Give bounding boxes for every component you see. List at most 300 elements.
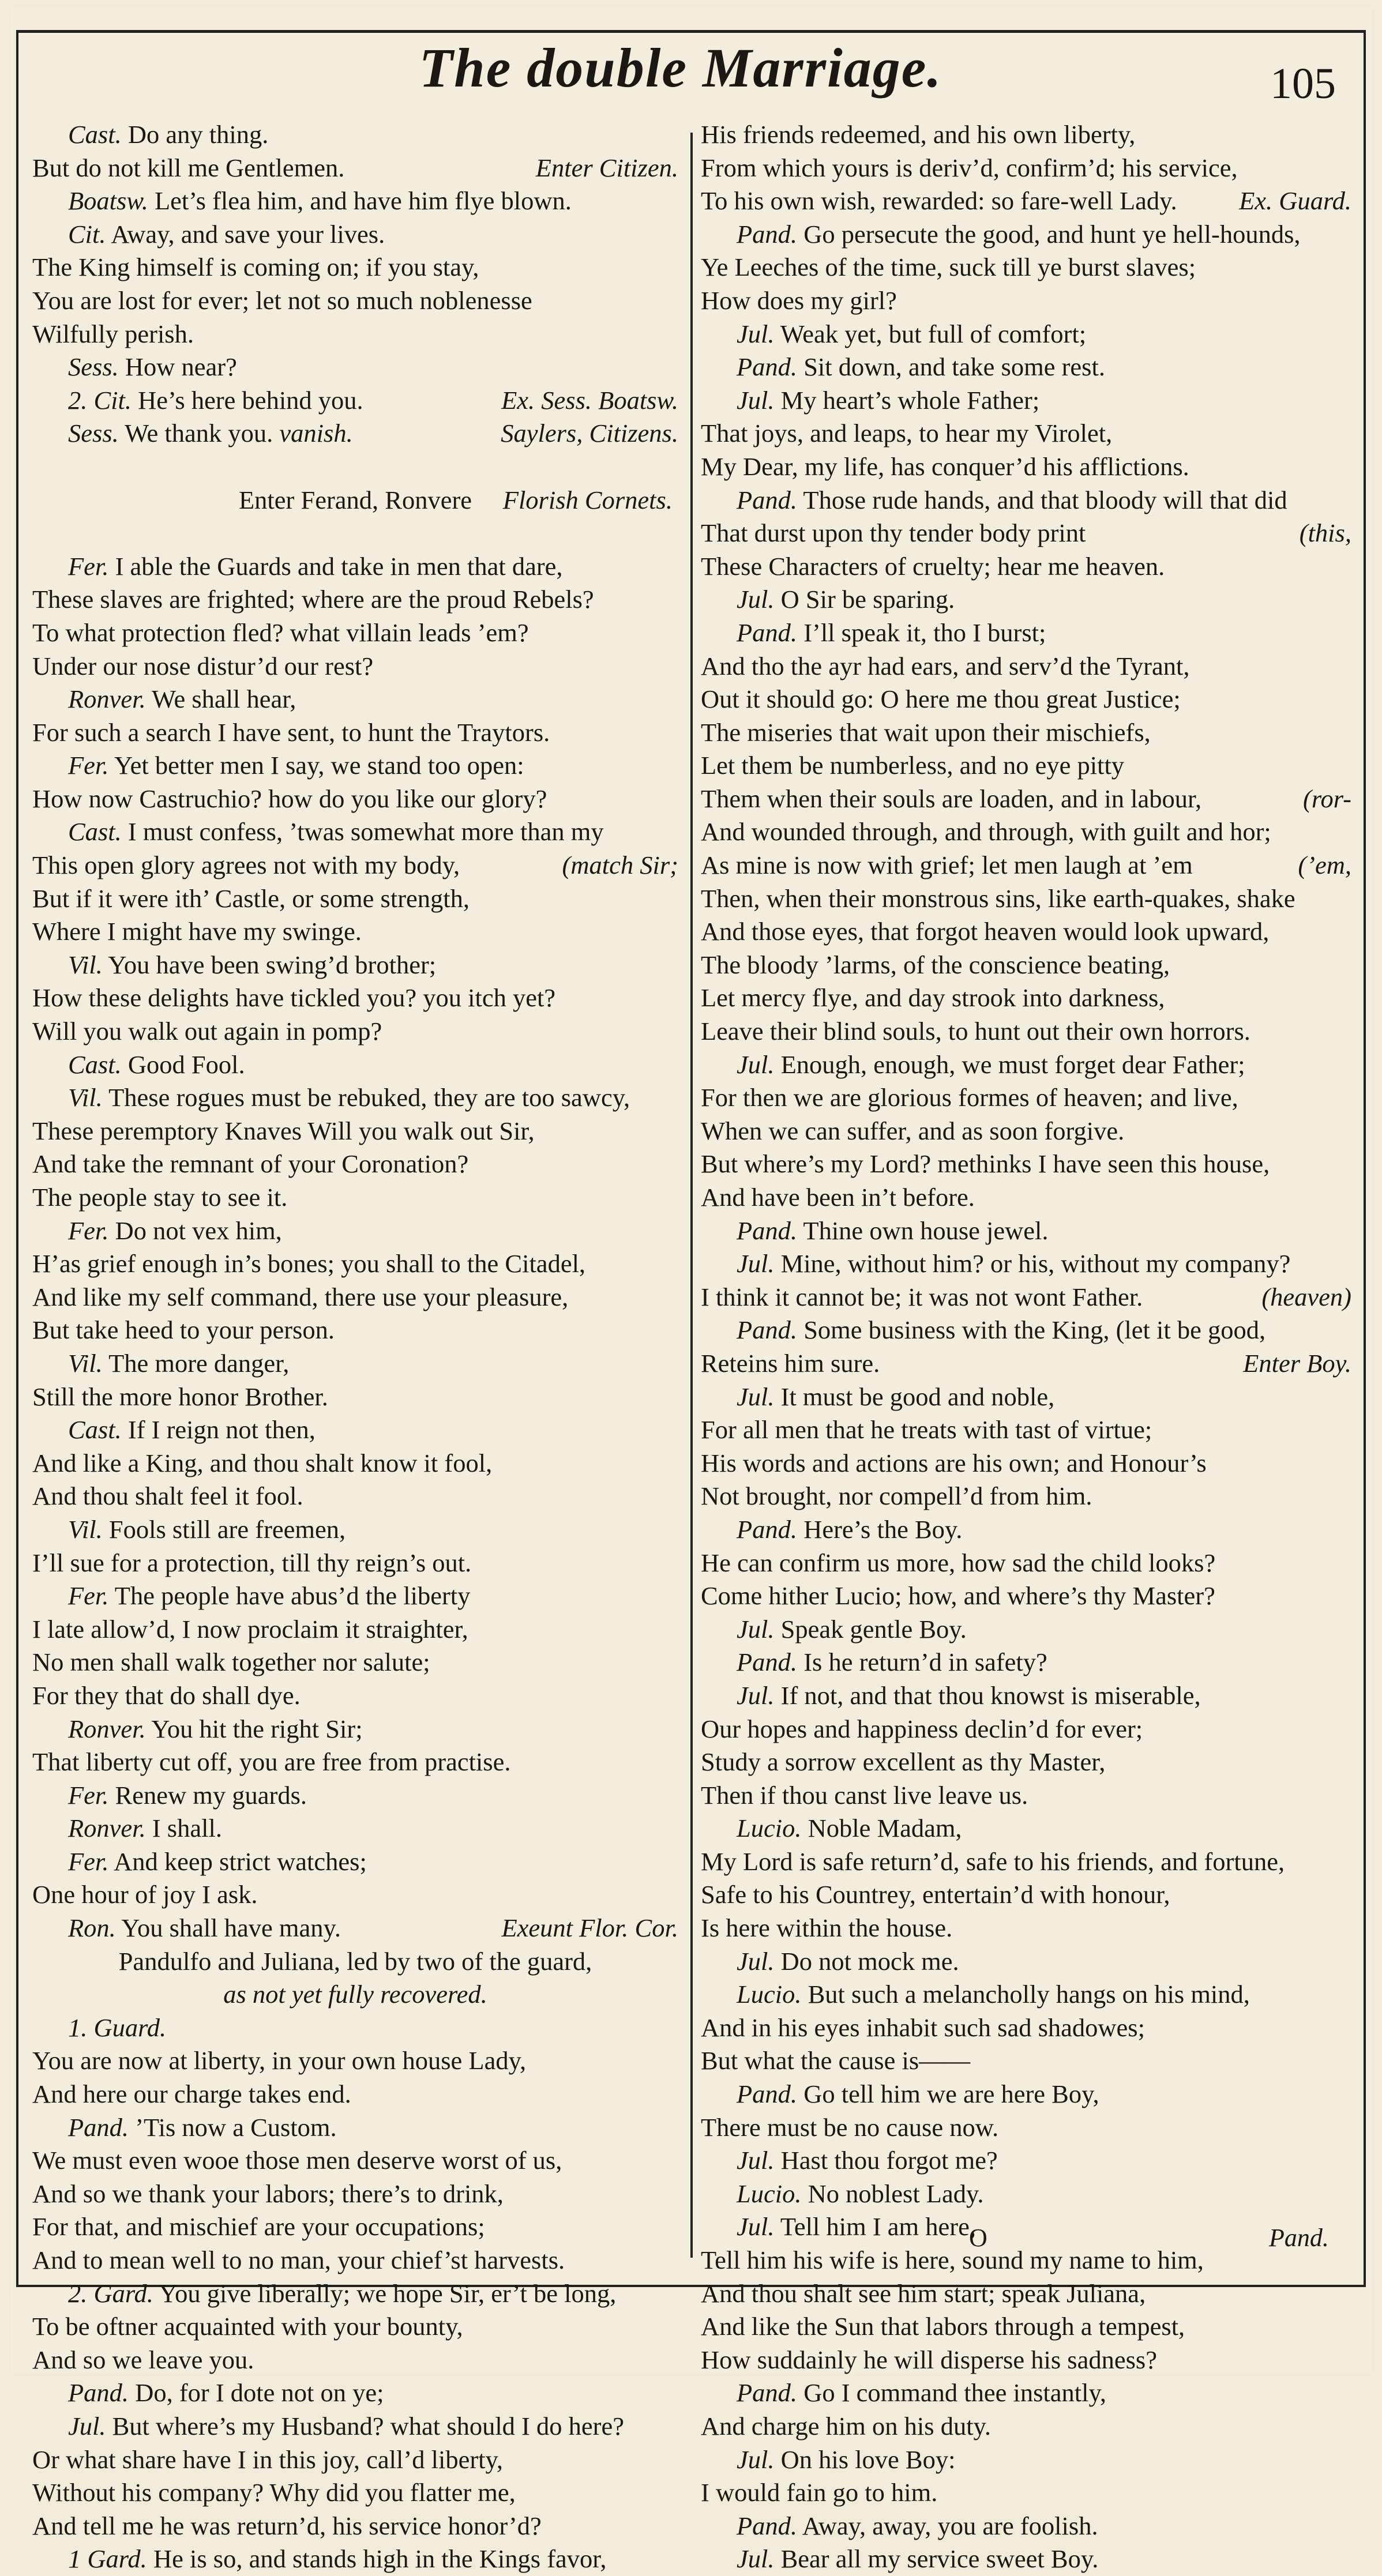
text-line [701,1912,1351,1945]
text-line [32,2310,678,2344]
text-line [701,1513,1351,1547]
verse-text: Them when their souls are loaden, and in labour, [701,784,1202,813]
verse-text: And like the Sun that labors through a tempest, [701,2312,1185,2341]
text-line [32,749,678,783]
text-line [701,616,1351,650]
verse-text: The King himself is coming on; if you stay, [32,253,479,282]
verse-text: You hit the right Sir; [151,1714,363,1743]
text-line [701,1580,1351,1613]
speaker-label: Jul. [737,319,775,348]
speaker-label: Jul. [737,1382,775,1411]
verse-text: These peremptory Knaves Will you walk out Sir, [32,1116,535,1145]
verse-text: But what the cause is—— [701,2046,971,2075]
text-line [701,1347,1351,1381]
verse-text: But if it were ith’ Castle, or some strength, [32,883,470,913]
speaker-label: Pand. [737,2511,798,2540]
text-line [701,484,1351,517]
text-line [32,1713,678,1746]
stage-direction: (’em, [1298,851,1351,880]
speaker-label: Jul. [737,1946,775,1976]
speaker-label: Lucio. [737,1980,802,2009]
verse-text: Tell him I am here, [780,2212,976,2242]
verse-text: Away, away, you are foolish. [802,2511,1098,2540]
text-line [701,1779,1351,1812]
text-line [32,650,678,683]
verse-text: You give liberally; we hope Sir, er’t be long, [159,2278,617,2308]
verse-text: Let’s flea him, and have him flye blown. [155,186,572,216]
running-head: The double Marriage. [419,37,942,99]
text-line [701,2011,1351,2045]
text-line [701,1812,1351,1845]
verse-text: And wounded through, and through, with guilt and hor; [701,817,1271,847]
text-line [701,251,1351,284]
verse-text: How these delights have tickled you? you itch yet? [32,983,556,1013]
verse-text: Do, for I dote not on ye; [135,2378,384,2408]
speaker-label: Vil. [68,950,103,979]
text-line [701,1115,1351,1148]
verse-text: I shall. [152,1814,222,1843]
text-line [32,1181,678,1214]
verse-text: When we can suffer, and as soon forgive. [701,1116,1125,1145]
verse-text: I’ll sue for a protection, till thy reign’s out. [32,1548,472,1577]
verse-text: I would fain go to him. [701,2478,938,2507]
speaker-label: Fer. [68,1847,109,1876]
text-line [701,2111,1351,2145]
text-line [701,1447,1351,1480]
speaker-label: Jul. [737,385,775,415]
text-line [32,2410,678,2443]
speaker-label: Ronver. [68,1814,146,1843]
text-line [32,1845,678,1879]
text-line [32,2244,678,2277]
stage-direction: Ex. Guard. [1239,186,1351,216]
text-line [701,1978,1351,2011]
text-line [32,2443,678,2477]
stage-direction: Saylers, Citizens. [501,419,678,448]
page-number: 105 [1270,59,1336,108]
verse-text: There must be no cause now. [701,2112,999,2142]
text-line [32,583,678,616]
verse-text: That durst upon thy tender body print [701,518,1086,548]
text-line [701,815,1351,849]
verse-text: Sit down, and take some rest. [803,352,1105,382]
text-line [32,683,678,716]
verse-text: His words and actions are his own; and Honour’s [701,1448,1207,1477]
verse-text: The people stay to see it. [32,1183,288,1212]
verse-text: But do not kill me Gentlemen. [32,153,345,182]
verse-text: And tho the ayr had ears, and serv’d the Tyrant, [701,651,1190,680]
stage-direction: Exeunt Flor. Cor. [501,1913,678,1943]
text-line [701,2144,1351,2178]
speaker-label: Cast. [68,817,122,847]
verse-text: And in his eyes inhabit such sad shadowes; [701,2013,1145,2042]
text-line [701,2376,1351,2410]
text-line [701,1679,1351,1713]
text-line [32,1015,678,1048]
text-line [701,650,1351,683]
text-line [701,915,1351,949]
text-line [32,1912,678,1945]
signature-mark: O [969,2224,987,2252]
verse-text: My Lord is safe return’d, safe to his friends, and fortune, [701,1847,1285,1876]
verse-text: Enough, enough, we must forget dear Father; [780,1050,1245,1079]
verse-text: Renew my guards. [115,1780,307,1810]
verse-text: And so we leave you. [32,2345,254,2374]
verse-text: These Characters of cruelty; hear me heaven. [701,551,1165,581]
verse-text: And tell me he was return’d, his service honor’d? [32,2511,542,2540]
text-line [701,1845,1351,1879]
text-line [701,1878,1351,1912]
verse-text: One hour of joy I ask. [32,1880,258,1909]
speaker-label: Pand. [737,352,798,382]
text-line [32,2178,678,2211]
speaker-label: 1. Guard. [68,2013,167,2042]
text-line [701,2210,1351,2244]
text-line [32,450,678,484]
verse-text: That liberty cut off, you are free from practise. [32,1747,511,1777]
left-rule [16,30,18,2285]
text-line [701,1148,1351,1181]
text-line [32,1413,678,1447]
speaker-label: Pand. [68,2378,129,2408]
verse-text: No men shall walk together nor salute; [32,1648,430,1677]
speaker-label: Ronver. [68,685,146,714]
verse-text: To his own wish, rewarded: so fare-well Lady. [701,186,1177,216]
speaker-label: Cast. [68,1415,122,1445]
verse-text: And charge him on his duty. [701,2411,992,2440]
verse-text: And to mean well to no man, your chief’st harvests. [32,2246,565,2274]
right-rule [1364,30,1366,2285]
top-rule [16,30,1366,33]
verse-text: Come hither Lucio; how, and where’s thy Master? [701,1581,1215,1611]
verse-text: Under our nose distur’d our rest? [32,651,374,680]
text-line [701,849,1351,882]
verse-text: Speak gentle Boy. [780,1614,967,1644]
verse-text: If not, and that thou knowst is miserable, [780,1680,1201,1710]
verse-text: The bloody ’larms, of the conscience beating, [701,950,1170,979]
verse-text: These slaves are frighted; where are the proud Rebels? [32,585,594,614]
text-line [32,2144,678,2178]
speaker-label: Cast. [68,120,122,149]
verse-text: Go tell him we are here Boy, [803,2079,1099,2109]
text-line [32,815,678,849]
verse-text: It must be good and noble, [780,1382,1055,1411]
speaker-label: Fer. [68,1581,109,1611]
text-line [701,2244,1351,2277]
verse-text: Or what share have I in this joy, call’d liberty, [32,2445,503,2474]
verse-text: Safe to his Countrey, entertain’d with honour, [701,1880,1170,1909]
speaker-label: Vil. [68,1348,103,1378]
text-line [701,783,1351,816]
text-line [32,882,678,916]
speaker-label: Jul. [737,2445,775,2474]
text-line [32,2210,678,2244]
text-line [32,218,678,251]
verse-text: If I reign not then, [127,1415,316,1445]
text-line [32,1347,678,1381]
verse-text: Is here within the house. [701,1913,953,1943]
stage-direction: (this, [1299,518,1351,548]
text-line [32,1878,678,1912]
verse-text: He can confirm us more, how sad the child looks? [701,1548,1216,1577]
verse-text: And here our charge takes end. [32,2079,351,2109]
text-line [701,118,1351,152]
text-line [701,2277,1351,2311]
text-line [32,1115,678,1148]
text-line [701,1214,1351,1248]
text-line [701,2344,1351,2377]
verse-text: I late allow’d, I now proclaim it straighter, [32,1614,468,1644]
text-line [701,749,1351,783]
verse-text: Not brought, nor compell’d from him. [701,1481,1092,1511]
verse-text: I able the Guards and take in men that dare, [115,551,563,581]
text-line [701,1613,1351,1646]
text-line [701,318,1351,351]
verse-text: The miseries that wait upon their mischiefs, [701,717,1151,747]
verse-text: To what protection fled? what villain leads ’em? [32,618,529,647]
text-line [701,1314,1351,1347]
stage-direction: Enter Boy. [1243,1348,1351,1378]
text-line [32,1547,678,1580]
text-line [701,882,1351,916]
text-line [701,2510,1351,2543]
text-line [32,1746,678,1779]
text-line [32,2344,678,2377]
text-line [32,118,678,152]
verse-text: H’as grief enough in’s bones; you shall to the Citadel, [32,1249,586,1278]
verse-text: I’ll speak it, tho I burst; [803,618,1046,647]
speaker-label: Jul. [737,1680,775,1710]
text-line [701,1480,1351,1513]
speaker-label: Cit. [68,219,106,249]
text-line [701,185,1351,218]
text-line [701,1746,1351,1779]
verse-text: O Sir be sparing. [780,585,955,614]
text-line [701,152,1351,185]
verse-text: For that, and mischief are your occupations; [32,2212,485,2242]
stage-entry: Pandulfo and Juliana, led by two of the guard, [118,1946,592,1976]
text-line [32,2476,678,2510]
verse-text: You shall have many. [121,1913,341,1943]
text-line [32,1613,678,1646]
verse-text: Yet better men I say, we stand too open: [114,751,524,780]
verse-text: Leave their blind souls, to hunt out their own horrors. [701,1017,1250,1046]
verse-text: Then if thou canst live leave us. [701,1780,1028,1810]
verse-text: You have been swing’d brother; [108,950,437,979]
verse-text: Go persecute the good, and hunt ye hell-hounds, [803,219,1301,249]
verse-text: How near? [125,352,237,382]
text-line [32,484,678,517]
text-line [32,915,678,949]
verse-text: Wilfully perish. [32,319,194,348]
verse-text: But where’s my Husband? what should I do here? [112,2411,624,2440]
verse-text: These rogues must be rebuked, they are too sawcy, [108,1083,630,1112]
speaker-label: Cast. [68,1050,122,1079]
verse-text: Then, when their monstrous sins, like earth-quakes, shake [701,883,1295,913]
verse-text: You are lost for ever; let not so much noblenesse [32,285,532,315]
speaker-label: Fer. [68,751,109,780]
speaker-label: Boatsw. [68,186,148,216]
verse-text: This open glory agrees not with my body, [32,851,460,880]
text-line [701,1048,1351,1082]
text-line [701,450,1351,484]
verse-text: We shall hear, [152,685,296,714]
text-line [32,284,678,318]
speaker-label: Pand. [737,2378,798,2408]
verse-text: ’Tis now a Custom. [135,2112,337,2142]
verse-text: How does my girl? [701,285,897,315]
stage-direction: (ror- [1303,784,1351,813]
text-line [32,1214,678,1248]
text-line [701,1646,1351,1679]
speaker-label: Vil. [68,1514,103,1544]
text-line [701,1247,1351,1281]
verse-text: Where I might have my swinge. [32,917,362,946]
verse-text: And thou shalt feel it fool. [32,1481,303,1511]
verse-text: Those rude hands, and that bloody will that did [803,485,1287,514]
text-line [32,2078,678,2111]
verse-text: Go I command thee instantly, [803,2378,1106,2408]
text-line [32,616,678,650]
speaker-label: Pand. [68,2112,129,2142]
verse-text: That joys, and leaps, to hear my Virolet, [701,419,1113,448]
text-line [32,716,678,750]
verse-text: Mine, without him? or his, without my company? [780,1249,1291,1278]
verse-text: Some business with the King, (let it be good, [803,1315,1266,1345]
verse-text: How suddainly he will disperse his sadness? [701,2345,1158,2374]
text-line [32,1679,678,1713]
speaker-label: Lucio. [737,1814,802,1843]
speaker-label: Pand. [737,1514,798,1544]
text-line [701,2476,1351,2510]
stage-entry: as not yet fully recovered. [223,1980,487,2009]
text-line [32,1381,678,1414]
speaker-label: Lucio. [737,2179,802,2208]
text-line [32,981,678,1015]
verse-text: I think it cannot be; it was not wont Father. [701,1282,1143,1311]
column-divider [690,133,693,2258]
verse-text: Thine own house jewel. [803,1216,1049,1245]
speaker-label: Pand. [737,219,798,249]
verse-text: Away, and save your lives. [111,219,385,249]
text-line [32,2111,678,2145]
verse-text: But where’s my Lord? methinks I have seen this house, [701,1149,1270,1179]
text-line [701,1945,1351,1979]
verse-text: Hast thou forgot me? [780,2146,998,2175]
speaker-label: Pand. [737,2079,798,2109]
verse-text: Let them be numberless, and no eye pitty [701,751,1125,780]
verse-text: Here’s the Boy. [803,1514,963,1544]
text-line [32,1081,678,1115]
verse-text: He is so, and stands high in the Kings favor, [153,2544,607,2574]
verse-text: And those eyes, that forgot heaven would look upward, [701,917,1270,946]
verse-text: We thank you. [125,419,273,448]
verse-text: Let mercy flye, and day strook into darkness, [701,983,1165,1013]
stage-direction-inline: vanish. [279,419,353,448]
verse-text: And so we thank your labors; there’s to drink, [32,2179,504,2208]
text-line [701,2543,1351,2576]
verse-text: My heart’s whole Father; [780,385,1040,415]
text-line [701,284,1351,318]
text-line [32,1247,678,1281]
verse-text: For then we are glorious formes of heaven; and live, [701,1083,1238,1112]
text-line [701,716,1351,750]
text-line [701,1413,1351,1447]
text-line [32,1978,678,2011]
speaker-label: Fer. [68,1780,109,1810]
text-line [32,1048,678,1082]
verse-text: Noble Madam, [808,1814,962,1843]
speaker-label: Jul. [737,585,775,614]
text-line [701,1381,1351,1414]
speaker-label: 2. Gard. [68,2278,153,2308]
text-line [32,185,678,218]
text-line [32,2044,678,2078]
text-line [701,1281,1351,1314]
text-line [701,1081,1351,1115]
speaker-label: Pand. [737,1216,798,1245]
catchword: Pand. [1269,2224,1329,2252]
verse-text: I must confess, ’twas somewhat more than my [127,817,604,847]
text-line [32,351,678,384]
text-line [32,517,678,550]
verse-text: Study a sorrow excellent as thy Master, [701,1747,1106,1777]
speaker-label: Vil. [68,1083,103,1112]
speaker-label: Jul. [737,1249,775,1278]
speaker-label: Ron. [68,1913,116,1943]
text-line [32,1513,678,1547]
verse-text: Is he return’d in safety? [803,1648,1047,1677]
verse-text: Fools still are freemen, [108,1514,346,1544]
speaker-label: Sess. [68,352,119,382]
text-line [32,849,678,882]
text-line [701,981,1351,1015]
text-line [32,1812,678,1845]
text-line [701,517,1351,550]
speaker-label: Jul. [737,2212,775,2242]
verse-text: From which yours is deriv’d, confirm’d; his service, [701,153,1238,182]
verse-text: My Dear, my life, has conquer’d his afflictions. [701,452,1189,481]
speaker-label: Jul. [68,2411,106,2440]
stage-direction: Enter Citizen. [535,153,678,182]
verse-text: Do not mock me. [780,1946,959,1976]
verse-text: Without his company? Why did you flatter me, [32,2478,516,2507]
text-line [32,2510,678,2543]
text-line [701,1015,1351,1048]
verse-text: For such a search I have sent, to hunt the Traytors. [32,717,550,747]
speaker-label: Jul. [737,2146,775,2175]
text-line [701,550,1351,584]
text-line [32,783,678,816]
text-line [701,2178,1351,2211]
verse-text: Tell him his wife is here, sound my name to him, [701,2246,1204,2274]
stage-direction: (match Sir; [562,851,678,880]
text-line [32,417,678,450]
text-line [701,1181,1351,1214]
right-column [701,118,1351,2574]
verse-text: Reteins him sure. [701,1348,880,1378]
verse-text: Still the more honor Brother. [32,1382,328,1411]
text-line [32,1480,678,1513]
verse-text: But take heed to your person. [32,1315,335,1345]
verse-text: Do not vex him, [115,1216,282,1245]
verse-text: And like my self command, there use your pleasure, [32,1282,569,1311]
text-line [32,1779,678,1812]
text-line [32,949,678,982]
text-line [701,218,1351,251]
verse-text: As mine is now with grief; let men laugh at ’em [701,851,1193,880]
stage-direction: Ex. Sess. Boatsw. [501,385,678,415]
